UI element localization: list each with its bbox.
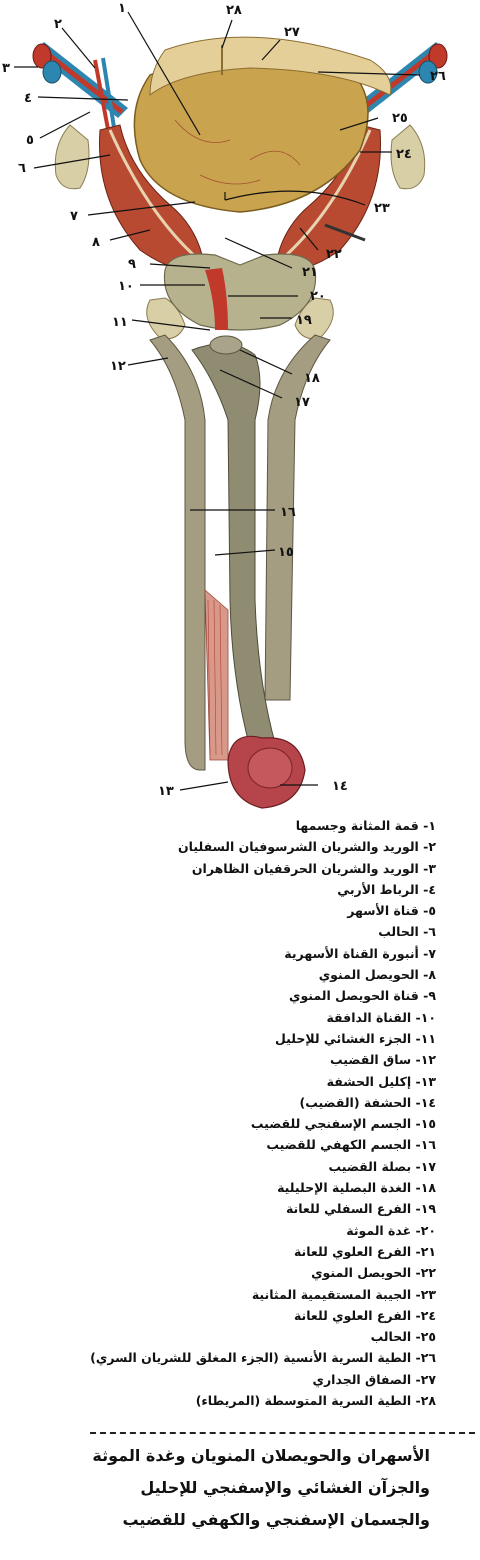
label-9: ٩ [128,257,136,272]
label-19: ١٩ [296,313,312,328]
caption-line-3: والجسمان الإسفنجي والكهفي للقضيب [122,1510,430,1529]
legend-item-24: ٢٤- الفرع العلوي للعانة [293,1307,436,1323]
label-23: ٢٣ [374,201,390,216]
caption-line-2: والجزآن الغشائي والإسفنجي للإحليل [140,1478,430,1497]
legend-item-8: ٨- الحويصل المنوي [318,967,436,983]
label-14: ١٤ [332,779,348,794]
legend-item-4: ٤- الرباط الأربي [337,881,436,897]
prostate-gland [164,254,315,330]
legend-item-5: ٥- قناة الأسهر [347,903,436,919]
glans-penis [228,736,305,808]
legend-item-13: ١٣- إكليل الحشفة [326,1073,436,1089]
legend-item-21: ٢١- الفرع العلوي للعانة [293,1243,436,1259]
legend-item-9: ٩- قناة الحويصل المنوي [289,988,436,1004]
label-10: ١٠ [118,279,134,294]
legend-item-2: ٢- الوريد والشريان الشرسوفيان السفليان [178,839,436,855]
label-5: ٥ [26,133,34,148]
label-20: ٢٠ [310,289,326,304]
legend-item-23: ٢٣- الجيبة المستقيمية المثانية [251,1286,436,1302]
label-26: ٢٦ [430,69,446,84]
label-16: ١٦ [280,505,296,520]
legend-item-7: ٧- أنبورة القناة الأسهرية [284,945,436,961]
label-24: ٢٤ [396,147,412,162]
legend-item-1: ١- قمة المثانة وجسمها [295,818,436,833]
label-13: ١٣ [158,784,174,799]
legend-item-16: ١٦- الجسم الكهفي للقضيب [266,1137,436,1153]
dashed-divider [90,1432,475,1434]
label-15: ١٥ [278,545,294,560]
legend-item-28: ٢٨- الطية السرية المتوسطة (المريطاء) [195,1393,436,1409]
legend-item-25: ٢٥- الحالب [370,1329,436,1345]
legend-item-10: ١٠- القناة الدافقة [326,1009,436,1025]
label-2: ٢ [54,17,62,32]
legend-item-6: ٦- الحالب [378,924,436,940]
label-28: ٢٨ [226,3,242,18]
legend-item-26: ٢٦- الطية السرية الأنسية (الجزء المغلق للشريان السري) [90,1350,436,1366]
legend-item-19: ١٩- الفرع السفلي للعانة [285,1201,436,1217]
legend-list [36,815,436,1411]
caption-line-1: الأسهران والحويصلان المنويان وغدة الموثة [92,1446,430,1465]
legend-item-12: ١٢- ساق القضيب [330,1052,436,1068]
legend-item-20: ٢٠- غدة الموثة [346,1222,436,1238]
legend-item-27: ٢٧- الصفاق الجداري [312,1371,436,1387]
label-27: ٢٧ [284,25,300,40]
label-25: ٢٥ [392,111,408,126]
legend-item-22: ٢٢- الحويصل المنوي [311,1265,436,1281]
label-1: ١ [118,1,126,16]
legend-item-15: ١٥- الجسم الإسفنجي للقضيب [250,1116,436,1132]
label-3: ٣ [2,61,10,76]
legend-item-17: ١٧- بصلة القضيب [328,1158,436,1174]
legend-item-11: ١١- الجزء الغشائي للإحليل [274,1030,436,1046]
label-17: ١٧ [294,395,310,410]
label-21: ٢١ [302,265,318,280]
label-18: ١٨ [304,371,320,386]
label-12: ١٢ [110,359,126,374]
label-22: ٢٢ [326,247,342,262]
figure-caption [20,1440,430,1536]
legend-item-14: ١٤- الحشفة (القضيب) [299,1094,436,1110]
label-6: ٦ [18,161,26,176]
legend-item-18: ١٨- الغدة البصلية الإحليلية [277,1180,436,1196]
legend-item-3: ٣- الوريد والشريان الحرقفيان الظاهران [191,860,436,876]
label-11: ١١ [112,315,128,330]
label-8: ٨ [92,235,100,250]
label-4: ٤ [24,91,32,106]
label-7: ٧ [70,209,78,224]
